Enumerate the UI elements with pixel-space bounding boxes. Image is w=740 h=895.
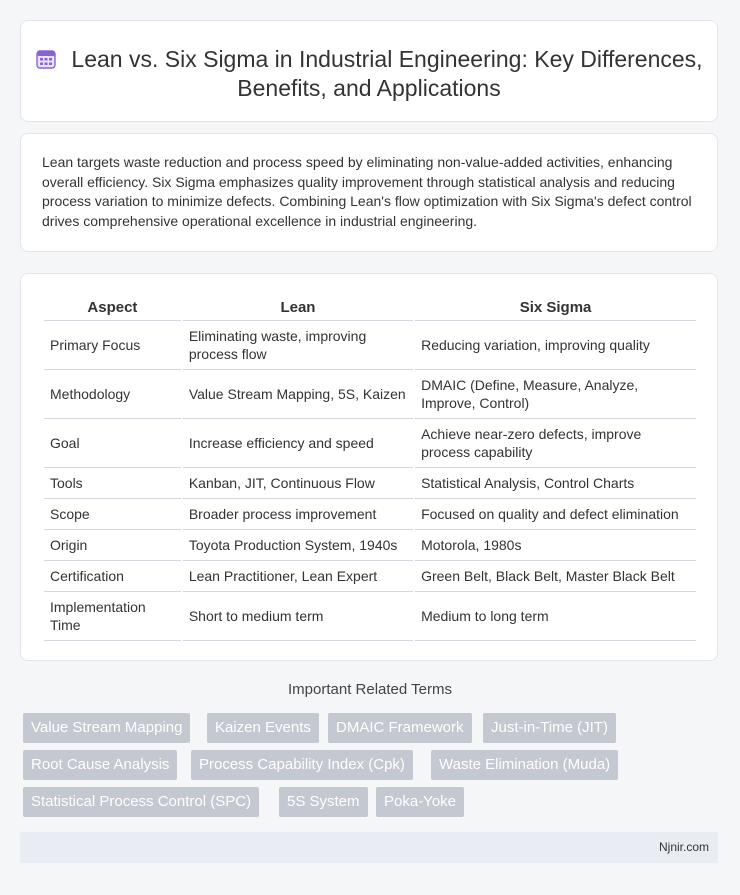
header-aspect: Aspect (44, 294, 181, 321)
cell-six-sigma: Achieve near-zero defects, improve process capability (415, 419, 696, 468)
cell-six-sigma: Focused on quality and defect elimination (415, 499, 696, 530)
cell-six-sigma: Reducing variation, improving quality (415, 321, 696, 370)
footer-site-link[interactable]: Njnir.com (658, 840, 709, 854)
tag-waste-elimination[interactable]: Waste Elimination (Muda) (431, 750, 618, 780)
title-card (20, 20, 718, 122)
cell-six-sigma: Medium to long term (415, 592, 696, 641)
tag-dmaic-framework[interactable]: DMAIC Framework (328, 713, 472, 743)
page-title-wrap (21, 45, 717, 103)
tag-statistical-process-control[interactable]: Statistical Process Control (SPC) (23, 787, 259, 817)
tag-value-stream-mapping[interactable]: Value Stream Mapping (23, 713, 190, 743)
header-six-sigma: Six Sigma (415, 294, 696, 321)
cell-lean: Toyota Production System, 1940s (183, 530, 413, 561)
cell-lean: Kanban, JIT, Continuous Flow (183, 468, 413, 499)
cell-aspect: Primary Focus (44, 321, 181, 370)
cell-aspect: Goal (44, 419, 181, 468)
footer (20, 832, 718, 863)
tag-root-cause-analysis[interactable]: Root Cause Analysis (23, 750, 177, 780)
tag-just-in-time[interactable]: Just-in-Time (JIT) (483, 713, 616, 743)
cell-lean: Lean Practitioner, Lean Expert (183, 561, 413, 592)
cell-lean: Eliminating waste, improving process flow (183, 321, 413, 370)
header-lean: Lean (183, 294, 413, 321)
tag-process-capability-index[interactable]: Process Capability Index (Cpk) (191, 750, 413, 780)
table-row (44, 321, 696, 370)
comparison-card (20, 273, 718, 661)
cell-aspect: Scope (44, 499, 181, 530)
cell-lean: Broader process improvement (183, 499, 413, 530)
cell-lean: Value Stream Mapping, 5S, Kaizen (183, 370, 413, 419)
related-terms-title: Important Related Terms (288, 681, 452, 698)
table-row (44, 419, 696, 468)
cell-aspect: Implementation Time (44, 592, 181, 641)
calendar-icon (35, 48, 57, 70)
table-row (44, 499, 696, 530)
cell-six-sigma: Statistical Analysis, Control Charts (415, 468, 696, 499)
tag-poka-yoke[interactable]: Poka-Yoke (376, 787, 464, 817)
cell-aspect: Certification (44, 561, 181, 592)
intro-card (20, 133, 718, 252)
cell-six-sigma: Green Belt, Black Belt, Master Black Belt (415, 561, 696, 592)
cell-aspect: Origin (44, 530, 181, 561)
cell-lean: Short to medium term (183, 592, 413, 641)
table-row (44, 561, 696, 592)
table-row (44, 592, 696, 641)
tag-kaizen-events[interactable]: Kaizen Events (207, 713, 319, 743)
table-header-row (44, 294, 696, 321)
cell-six-sigma: Motorola, 1980s (415, 530, 696, 561)
comparison-table (42, 294, 698, 641)
intro-paragraph: Lean targets waste reduction and process speed by eliminating non-value-added activities, enhancing overall efficiency. Six Sigma emphasizes quality improvement through statistical analysis and reducing process variation to minimize defects. Combining Lean's flow optimization with Six Sigma's defect control drives comprehensive operational excellence in industrial engineering. (42, 154, 692, 229)
cell-lean: Increase efficiency and speed (183, 419, 413, 468)
cell-six-sigma: DMAIC (Define, Measure, Analyze, Improve, Control) (415, 370, 696, 419)
table-row (44, 530, 696, 561)
cell-aspect: Methodology (44, 370, 181, 419)
cell-aspect: Tools (44, 468, 181, 499)
table-row (44, 468, 696, 499)
page-title: Lean vs. Six Sigma in Industrial Engineering: Key Differences, Benefits, and Applications (71, 46, 703, 101)
tag-5s-system[interactable]: 5S System (279, 787, 368, 817)
table-row (44, 370, 696, 419)
